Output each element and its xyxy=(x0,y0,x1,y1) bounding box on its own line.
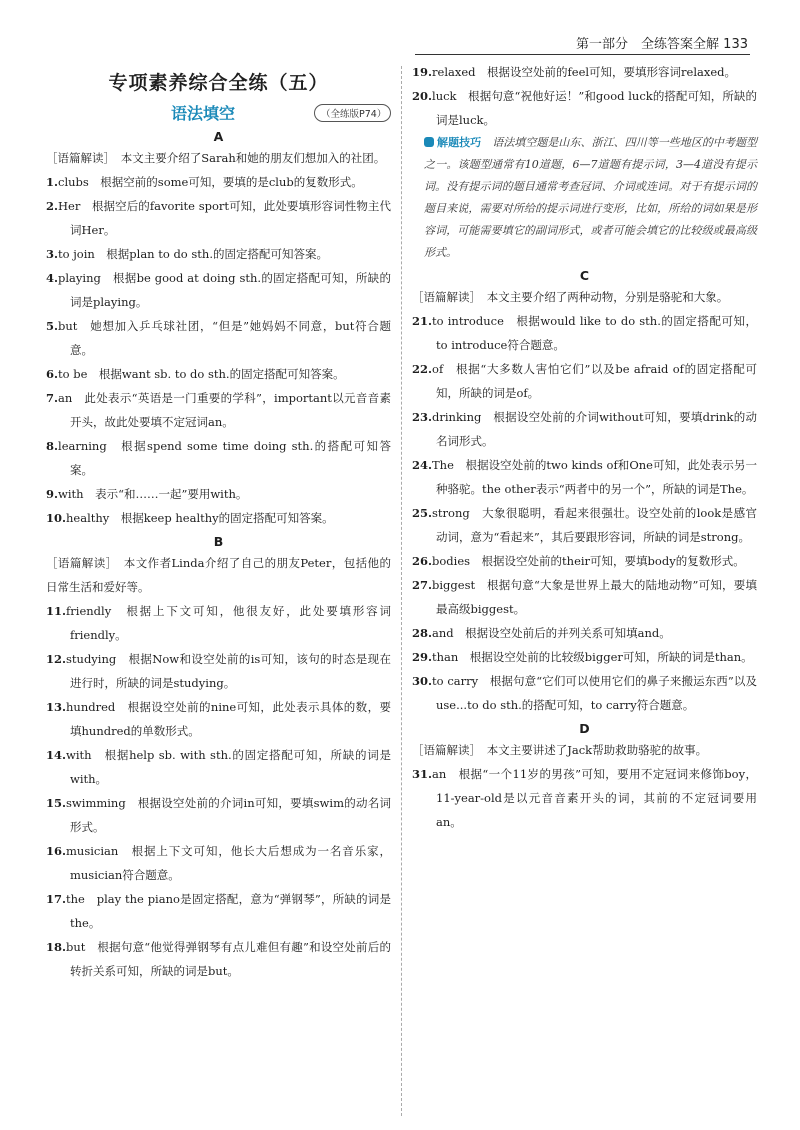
answer-item xyxy=(46,695,391,743)
item-text: biggest 根据句意“大象是世界上最大的陆地动物”可知，要填最高级biggest。 xyxy=(432,578,757,616)
passage-summary: ［语篇解读］ 本文主要介绍了两种动物，分别是骆驼和大象。 xyxy=(412,290,729,304)
item-number: 4. xyxy=(46,271,59,285)
item-text: clubs 根据空前的some可知，要填的是club的复数形式。 xyxy=(58,175,363,189)
answer-item xyxy=(412,357,757,405)
item-text: Her 根据空后的favorite sport可知，此处要填形容词性物主代词Her。 xyxy=(58,199,391,237)
item-text: to carry 根据句意“它们可以使用它们的鼻子来搬运东西”以及use...to do sth.的搭配可知，to carry符合题意。 xyxy=(432,674,757,712)
answer-item xyxy=(412,762,757,834)
item-number: 25. xyxy=(412,506,433,520)
item-text: the play the piano是固定搭配，意为“弹钢琴”，所缺的词是the。 xyxy=(66,892,391,930)
answer-item xyxy=(412,405,757,453)
page-header xyxy=(0,0,800,54)
item-text: than 根据设空处前的比较级bigger可知，所缺的词是than。 xyxy=(432,650,753,664)
item-number: 3. xyxy=(46,247,59,261)
item-text: an 此处表示“英语是一门重要的学科”，important以元音音素开头，故此处要填不定冠词an。 xyxy=(58,391,391,429)
item-number: 6. xyxy=(46,367,59,381)
item-text: friendly 根据上下文可知，他很友好，此处要填形容词friendly。 xyxy=(66,604,391,642)
item-number: 13. xyxy=(46,700,67,714)
item-text: The 根据设空处前的two kinds of和One可知，此处表示另一种骆驼。the other表示“两者中的另一个”，所缺的词是The。 xyxy=(432,458,757,496)
title-block xyxy=(46,68,391,125)
tip-label: 解题技巧 xyxy=(424,136,481,149)
answer-item xyxy=(46,482,391,506)
section-heading: C xyxy=(579,268,590,283)
item-text: playing 根据be good at doing sth.的固定搭配可知，所缺的词是playing。 xyxy=(58,271,391,309)
answer-item xyxy=(46,362,391,386)
item-text: learning 根据spend some time doing sth.的搭配可知答案。 xyxy=(58,439,391,477)
item-text: musician 根据上下文可知，他长大后想成为一名音乐家，musician符合题意。 xyxy=(66,844,391,882)
answer-item xyxy=(412,501,757,549)
answer-item xyxy=(412,645,757,669)
answer-item xyxy=(46,170,391,194)
item-number: 30. xyxy=(412,674,433,688)
item-text: to introduce 根据would like to do sth.的固定搭配可知，to introduce符合题意。 xyxy=(432,314,757,352)
item-text: of 根据“大多数人害怕它们”以及be afraid of的固定搭配可知，所缺的词是of。 xyxy=(432,362,757,400)
answer-item xyxy=(412,60,757,84)
answer-item xyxy=(46,506,391,530)
item-number: 10. xyxy=(46,511,67,525)
answer-item xyxy=(412,669,757,717)
item-text: studying 根据Now和设空处前的is可知，该句的时态是现在进行时，所缺的词是studying。 xyxy=(66,652,391,690)
item-number: 17. xyxy=(46,892,67,906)
item-number: 20. xyxy=(412,89,433,103)
section-subtitle: 语法填空 xyxy=(171,104,236,123)
item-text: to join 根据plan to do sth.的固定搭配可知答案。 xyxy=(58,247,328,261)
item-number: 16. xyxy=(46,844,67,858)
item-number: 15. xyxy=(46,796,67,810)
right-content xyxy=(412,60,757,834)
passage-summary: ［语篇解读］ 本文作者Linda介绍了自己的朋友Peter，包括他的日常生活和爱好等。 xyxy=(46,556,391,594)
item-text: an 根据“一个11岁的男孩”可知，要用不定冠词来修饰boy，11-year-old是以元音音素开头的词，其前的不定冠词要用an。 xyxy=(432,767,757,829)
column-divider xyxy=(401,66,402,1116)
answer-item xyxy=(412,309,757,357)
item-text: healthy 根据keep healthy的固定搭配可知答案。 xyxy=(66,511,334,525)
item-text: strong 大象很聪明，看起来很强壮。设空处前的look是感官动词，意为“看起来”，其后要跟形容词，所缺的词是strong。 xyxy=(432,506,757,544)
page-title: 专项素养综合全练（五） xyxy=(108,72,329,94)
section-heading: D xyxy=(579,721,590,736)
item-number: 9. xyxy=(46,487,59,501)
answer-item xyxy=(412,84,757,132)
item-text: to be 根据want sb. to do sth.的固定搭配可知答案。 xyxy=(58,367,345,381)
item-number: 24. xyxy=(412,458,433,472)
right-column xyxy=(412,60,757,834)
answer-item xyxy=(46,266,391,314)
passage-summary: ［语篇解读］ 本文主要讲述了Jack帮助救助骆驼的故事。 xyxy=(412,743,708,757)
answer-item xyxy=(412,549,757,573)
answer-item xyxy=(46,386,391,434)
item-number: 31. xyxy=(412,767,433,781)
item-text: but 根据句意“他觉得弹钢琴有点儿难但有趣”和设空处前后的转折关系可知，所缺的词是but。 xyxy=(66,940,391,978)
item-text: and 根据设空处前后的并列关系可知填and。 xyxy=(432,626,671,640)
header-rule xyxy=(415,54,750,55)
item-number: 11. xyxy=(46,604,67,618)
left-column xyxy=(46,60,391,983)
item-text: relaxed 根据设空处前的feel可知，要填形容词relaxed。 xyxy=(432,65,737,79)
item-number: 21. xyxy=(412,314,433,328)
answer-item xyxy=(46,791,391,839)
section-heading: B xyxy=(213,534,224,549)
item-text: luck 根据句意“祝他好运！”和good luck的搭配可知，所缺的词是luck。 xyxy=(432,89,757,127)
left-content xyxy=(46,129,391,983)
answer-item xyxy=(46,434,391,482)
item-number: 19. xyxy=(412,65,433,79)
item-number: 26. xyxy=(412,554,433,568)
item-number: 8. xyxy=(46,439,59,453)
item-number: 12. xyxy=(46,652,67,666)
item-number: 28. xyxy=(412,626,433,640)
tip-text: 语法填空题是山东、浙江、四川等一些地区的中考题型之一。该题型通常有10道题，6—7道题有提示词，3—4道没有提示词。没有提示词的题目通常考查冠词、介词或连词。对于有提示词的题目来说，需要对所给的提示词进行变形，比如，所给的词如果是形容词，可能需要填它的副词形式，或者可能会填它的比较级或最高级形式。 xyxy=(424,136,758,259)
item-text: drinking 根据设空处前的介词without可知，要填drink的动名词形式。 xyxy=(432,410,757,448)
running-header: 第一部分 全练答案全解 133 xyxy=(576,37,748,52)
item-number: 23. xyxy=(412,410,433,424)
page-ref-badge: （全练版P74） xyxy=(314,104,391,122)
answer-item xyxy=(46,242,391,266)
item-text: bodies 根据设空处前的their可知，要填body的复数形式。 xyxy=(432,554,745,568)
item-text: with 表示“和……一起”要用with。 xyxy=(58,487,248,501)
answer-item xyxy=(46,887,391,935)
item-number: 2. xyxy=(46,199,59,213)
answer-item xyxy=(46,194,391,242)
item-number: 18. xyxy=(46,940,67,954)
section-heading: A xyxy=(213,129,224,144)
subtitle-row xyxy=(46,101,391,125)
answer-item xyxy=(46,314,391,362)
item-text: with 根据help sb. with sth.的固定搭配可知，所缺的词是with。 xyxy=(66,748,391,786)
passage-summary: ［语篇解读］ 本文主要介绍了Sarah和她的朋友们想加入的社团。 xyxy=(46,151,386,165)
answer-item xyxy=(46,743,391,791)
answer-item xyxy=(46,935,391,983)
answer-item xyxy=(46,599,391,647)
item-number: 14. xyxy=(46,748,67,762)
tip-box xyxy=(412,132,757,264)
item-text: hundred 根据设空处前的nine可知，此处表示具体的数，要填hundred的单数形式。 xyxy=(66,700,391,738)
item-text: but 她想加入乒乓球社团，“但是”她妈妈不同意，but符合题意。 xyxy=(58,319,391,357)
answer-item xyxy=(46,839,391,887)
item-text: swimming 根据设空处前的介词in可知，要填swim的动名词形式。 xyxy=(66,796,391,834)
answer-item xyxy=(412,573,757,621)
item-number: 22. xyxy=(412,362,433,376)
item-number: 27. xyxy=(412,578,433,592)
item-number: 5. xyxy=(46,319,59,333)
answer-item xyxy=(412,621,757,645)
item-number: 29. xyxy=(412,650,433,664)
answer-item xyxy=(46,647,391,695)
item-number: 7. xyxy=(46,391,59,405)
answer-item xyxy=(412,453,757,501)
item-number: 1. xyxy=(46,175,59,189)
